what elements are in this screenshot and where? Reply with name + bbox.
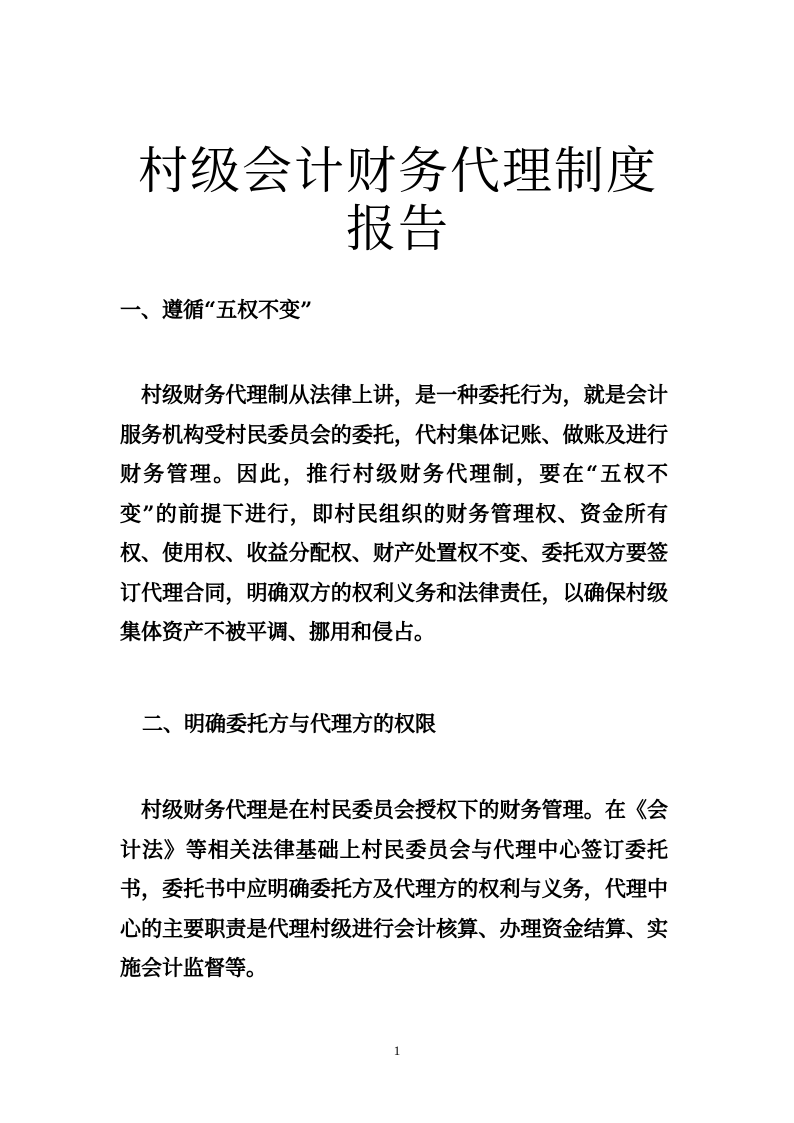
section-heading-2: 二、明确委托方与代理方的权限 — [142, 711, 436, 736]
section-heading-1: 一、遵循“五权不变” — [120, 297, 313, 322]
page-number: 1 — [393, 1043, 401, 1058]
section-paragraph-1: 村级财务代理制从法律上讲，是一种委托行为，就是会计服务机构受村民委员会的委托，代村集体记账、做账及进行财务管理。因此，推行村级财务代理制，要在“五权不变”的前提下进行，即村民组织的财务管理权、资金所有权、使用权、收益分配权、财产处置权不变、委托双方要签订代理合同，明确双方的权利义务和法律责任，以确保村级集体资产不被平调、挪用和侵占。 — [120, 382, 668, 644]
section-paragraph-2: 村级财务代理是在村民委员会授权下的财务管理。在《会计法》等相关法律基础上村民委员会与代理中心签订委托书，委托书中应明确委托方及代理方的权利与义务，代理中心的主要职责是代理村级进行会计核算、办理资金结算、实施会计监督等。 — [120, 797, 668, 980]
document-title: 村级会计财务代理制度报告 — [138, 142, 658, 258]
